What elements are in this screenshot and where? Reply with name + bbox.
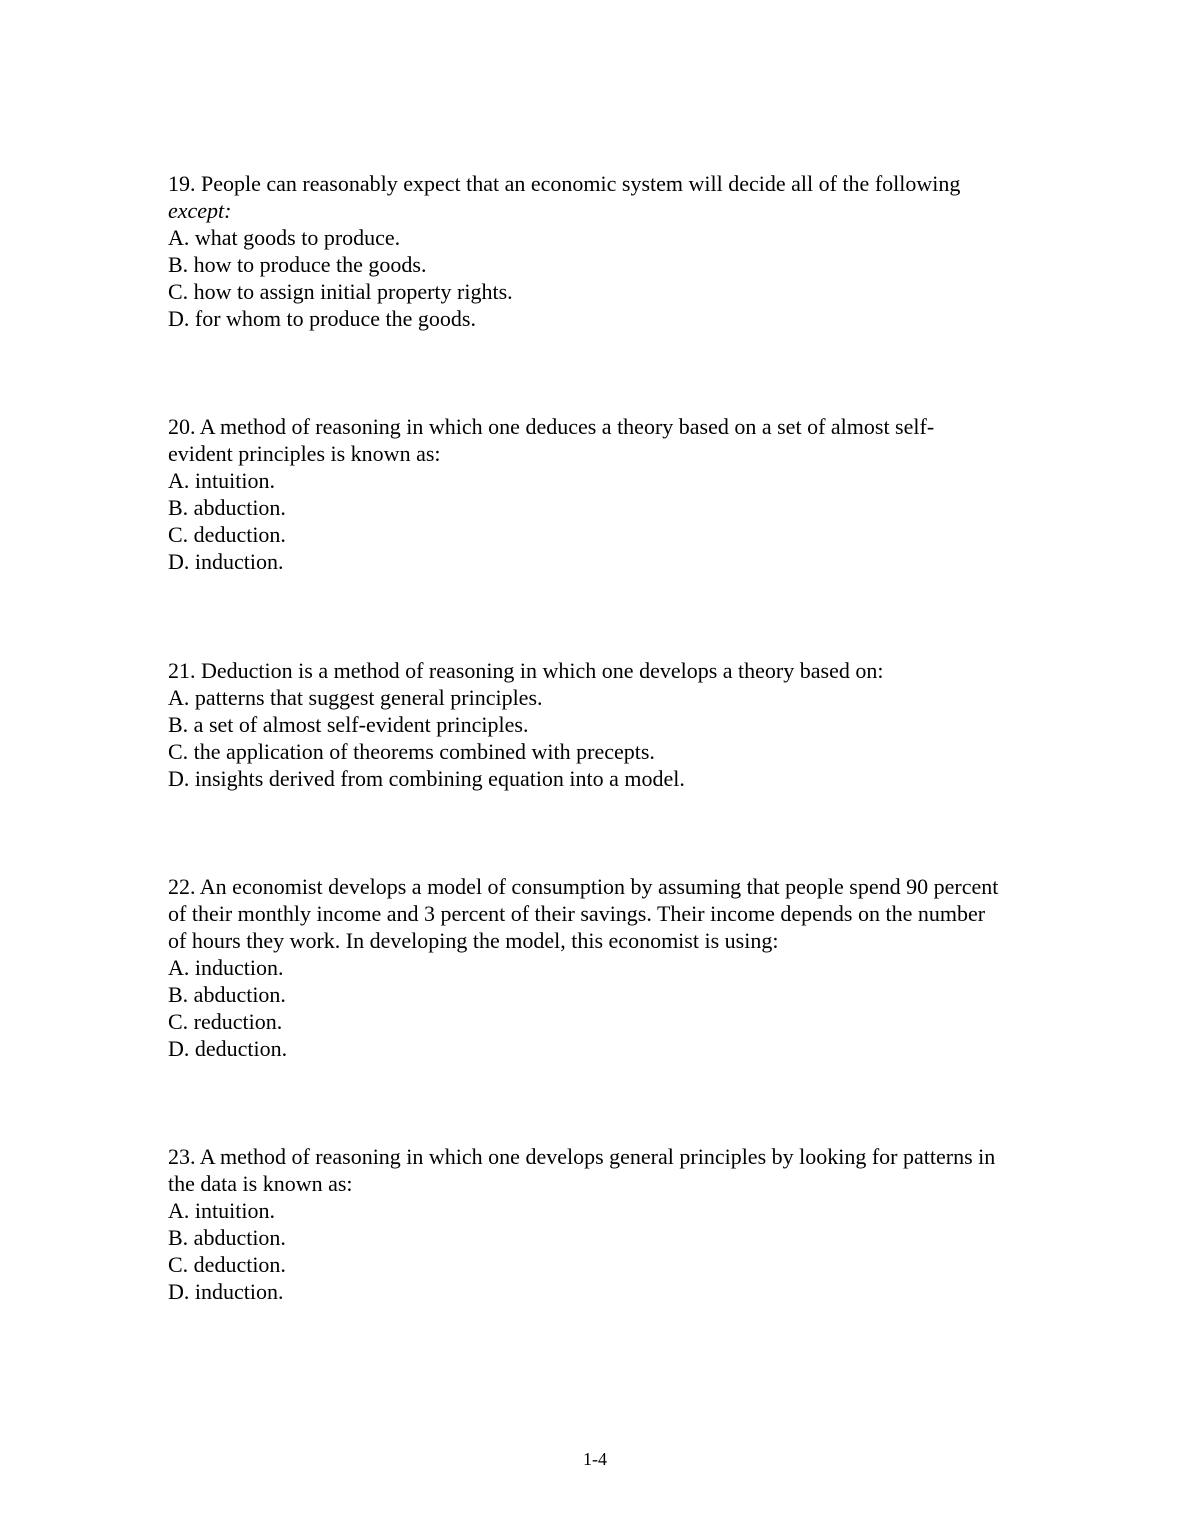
option-d: D. for whom to produce the goods.: [168, 306, 476, 331]
option-c: C. the application of theorems combined with precepts.: [168, 739, 655, 764]
option-a: A. patterns that suggest general principles.: [168, 685, 543, 710]
question-stem: 22. An economist develops a model of consumption by assuming that people spend 90 percent: [168, 874, 999, 899]
page-number: 1-4: [583, 1449, 607, 1469]
question-stem-emphasis: except:: [168, 198, 232, 223]
option-c: C. reduction.: [168, 1009, 283, 1034]
option-c: C. deduction.: [168, 522, 286, 547]
question-21: [168, 657, 1068, 792]
question-19: [168, 170, 1068, 332]
question-23: [168, 1143, 1068, 1305]
option-c: C. deduction.: [168, 1252, 286, 1277]
question-22: [168, 873, 1068, 1062]
question-stem: 19. People can reasonably expect that an economic system will decide all of the following: [168, 171, 961, 196]
option-a: A. induction.: [168, 955, 284, 980]
option-b: B. a set of almost self-evident principles.: [168, 712, 529, 737]
option-d: D. induction.: [168, 549, 284, 574]
option-d: D. induction.: [168, 1279, 284, 1304]
option-b: B. how to produce the goods.: [168, 252, 427, 277]
option-b: B. abduction.: [168, 982, 286, 1007]
option-b: B. abduction.: [168, 1225, 286, 1250]
option-d: D. deduction.: [168, 1036, 288, 1061]
option-a: A. intuition.: [168, 1198, 275, 1223]
option-c: C. how to assign initial property rights.: [168, 279, 513, 304]
question-stem: of their monthly income and 3 percent of their savings. Their income depends on the number: [168, 901, 986, 926]
option-a: A. intuition.: [168, 468, 275, 493]
question-stem: evident principles is known as:: [168, 441, 441, 466]
question-20: [168, 413, 1068, 575]
question-stem: the data is known as:: [168, 1171, 353, 1196]
question-stem: 20. A method of reasoning in which one deduces a theory based on a set of almost self-: [168, 414, 935, 439]
option-b: B. abduction.: [168, 495, 286, 520]
option-d: D. insights derived from combining equation into a model.: [168, 766, 685, 791]
question-stem: 23. A method of reasoning in which one develops general principles by looking for patterns in: [168, 1144, 996, 1169]
question-stem: of hours they work. In developing the model, this economist is using:: [168, 928, 779, 953]
question-stem: 21. Deduction is a method of reasoning in which one develops a theory based on:: [168, 658, 884, 683]
option-a: A. what goods to produce.: [168, 225, 401, 250]
